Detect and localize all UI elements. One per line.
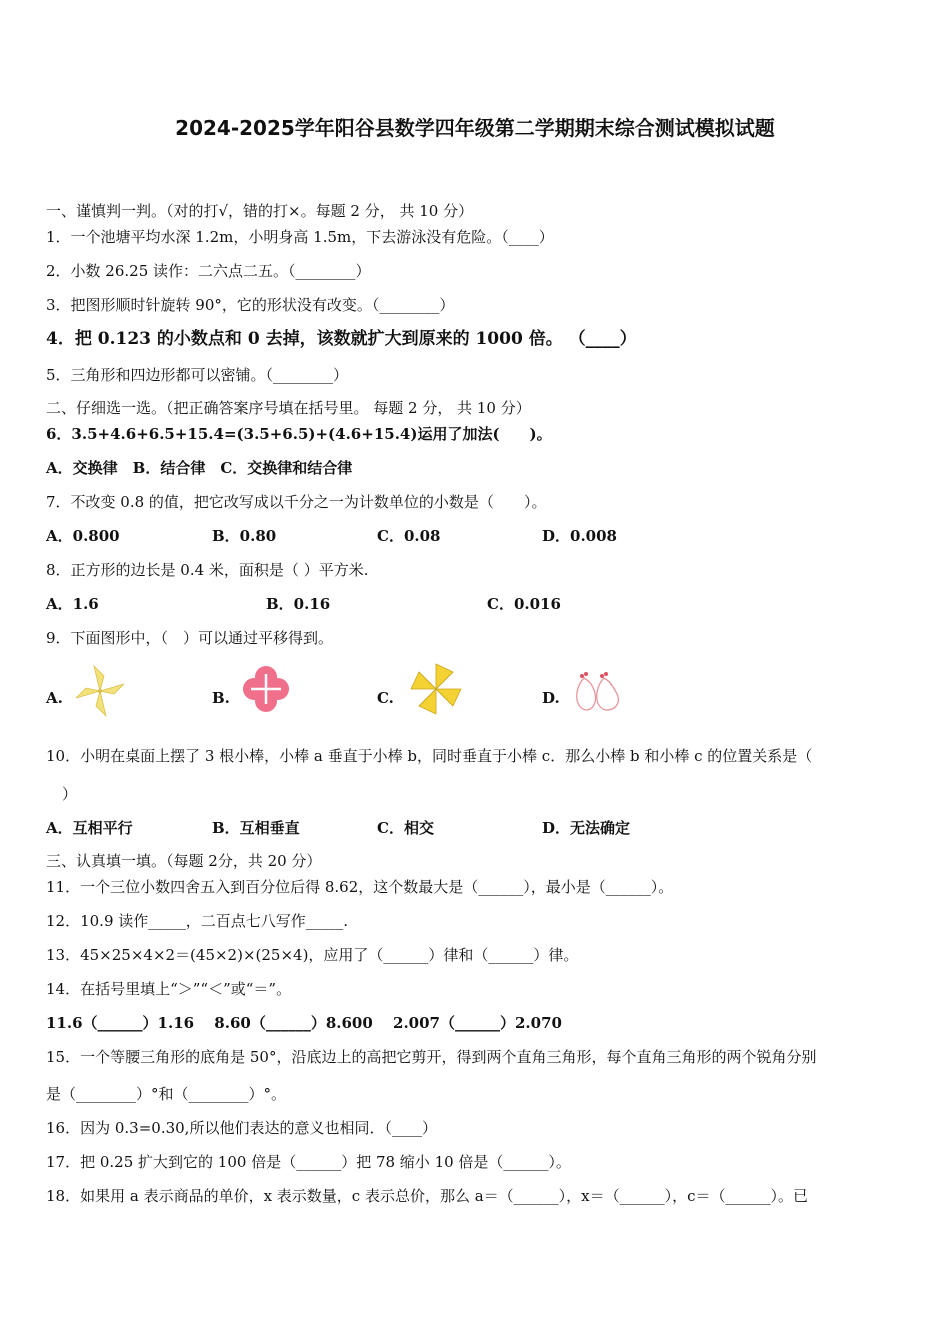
question-10-option-d: D．无法确定 [542,819,631,837]
question-9-option-b: B. [212,689,230,707]
outline-figure [572,670,626,714]
question-12: 12．10.9 读作_____，二百点七八写作_____. [46,912,349,930]
question-6-options: A．交换律 B．结合律 C．交换律和结合律 [46,459,353,477]
question-7-option-b: B．0.80 [212,527,277,545]
question-17: 17．把 0.25 扩大到它的 100 倍是（______）把 78 缩小 10 倍是（______）。 [46,1153,571,1171]
question-13: 13．45×25×4×2＝(45×2)×(25×4)，应用了（______）律和（______）律。 [46,946,579,964]
section-3-heading: 三、认真填一填。（每题 2分，共 20 分） [46,852,322,870]
question-7-option-d: D．0.008 [542,527,617,545]
question-1: 1．一个池塘平均水深 1.2m，小明身高 1.5m，下去游泳没有危险。（____） [46,228,554,246]
section-1-heading: 一、谨慎判一判。（对的打√，错的打×。每题 2 分， 共 10 分） [46,202,474,220]
question-8-option-c: C．0.016 [487,595,561,613]
pinwheel-figure [74,664,126,718]
question-15-line2: 是（________）°和（________）°。 [46,1085,287,1103]
flower-figure [240,664,292,714]
question-10-option-c: C．相交 [377,819,434,837]
question-10-option-a: A．互相平行 [46,819,133,837]
question-10-line2: ） [62,785,78,803]
question-16: 16．因为 0.3=0.30,所以他们表达的意义也相同．（____） [46,1119,437,1137]
section-2-heading: 二、仔细选一选。（把正确答案序号填在括号里。 每题 2 分， 共 10 分） [46,399,531,417]
windmill-figure [409,662,463,716]
question-11: 11．一个三位小数四舍五入到百分位后得 8.62，这个数最大是（______），最小是（______）。 [46,878,674,896]
question-9: 9．下面图形中，（ ）可以通过平移得到。 [46,629,334,647]
page-title: 2024-2025学年阳谷县数学四年级第二学期期末综合测试模拟试题 [175,116,775,140]
question-4: 4．把 0.123 的小数点和 0 去掉，该数就扩大到原来的 1000 倍。 （____） [46,329,637,349]
question-9-option-a: A. [46,689,63,707]
question-5: 5．三角形和四边形都可以密铺。（________） [46,366,349,384]
question-14: 14．在括号里填上“＞”“＜”或“＝”。 [46,980,292,998]
question-7-option-a: A．0.800 [46,527,120,545]
question-10-option-b: B．互相垂直 [212,819,300,837]
question-3: 3．把图形顺时针旋转 90°，它的形状没有改变。（________） [46,296,455,314]
question-8-option-b: B．0.16 [266,595,331,613]
question-6: 6．3.5+4.6+6.5+15.4=(3.5+6.5)+(4.6+15.4)运用了加法( )。 [46,425,552,443]
question-10-line1: 10．小明在桌面上摆了 3 根小棒，小棒 a 垂直于小棒 b，同时垂直于小棒 c．那么小棒 b 和小棒 c 的位置关系是（ [46,747,813,765]
question-14-items: 11.6（______）1.16 8.60（______）8.600 2.007（______）2.070 [46,1014,562,1032]
question-15-line1: 15．一个等腰三角形的底角是 50°，沿底边上的高把它剪开，得到两个直角三角形，每个直角三角形的两个锐角分别 [46,1048,817,1066]
question-8: 8．正方形的边长是 0.4 米，面积是（ ）平方米. [46,561,369,579]
question-7: 7．不改变 0.8 的值，把它改写成以千分之一为计数单位的小数是（ ）。 [46,493,547,511]
question-7-option-c: C．0.08 [377,527,441,545]
question-8-option-a: A．1.6 [46,595,99,613]
question-9-option-d: D. [542,689,560,707]
question-2: 2．小数 26.25 读作：二六点二五。（________） [46,262,371,280]
question-18: 18．如果用 a 表示商品的单价，x 表示数量，c 表示总价，那么 a＝（______），x＝（______），c＝（______）。已 [46,1187,809,1205]
question-9-option-c: C. [377,689,394,707]
